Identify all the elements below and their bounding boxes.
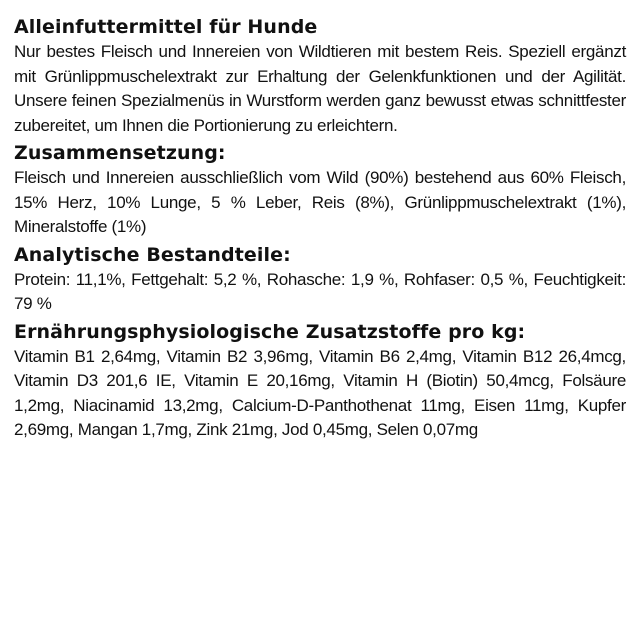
product-description-document	[14, 14, 626, 445]
analytical-constituents-heading: Analytische Bestandteile:	[14, 243, 291, 266]
analytical-constituents-text: Protein: 11,1%, Fettgehalt: 5,2 %, Rohasche: 1,9 %, Rohfaser: 0,5 %, Feuchtigkeit: 79 %	[14, 269, 626, 313]
nutritional-additives-text: Vitamin B1 2,64mg, Vitamin B2 3,96mg, Vitamin B6 2,4mg, Vitamin B12 26,4mcg, Vitamin D3 201,6 IE, Vitamin E 20,16mg, Vitamin H (Biotin) 50,4mcg, Folsäure 1,2mg, Niacinamid 13,2mg, Calcium-D-Panthothenat 11mg, Eisen 11mg, Kupfer 2,69mg, Mangan 1,7mg, Zink 21mg, Jod 0,45mg, Selen 0,07mg	[14, 346, 626, 439]
section-composition	[14, 140, 626, 240]
composition-heading: Zusammensetzung:	[14, 142, 226, 164]
section-analytical-constituents	[14, 242, 626, 317]
section-nutritional-additives	[14, 319, 626, 443]
product-description-text: Nur bestes Fleisch und Innereien von Wildtieren mit bestem Reis. Speziell ergänzt mit Grünlippmuschelextrakt zur Erhaltung der Gelenkfunktionen und der Agilität. Unsere feinen Spezialmenüs in Wurstform werden ganz bewusst etwas schnittfester zubereitet, um Ihnen die Portionierung zu erleichtern.	[14, 42, 626, 135]
composition-text: Fleisch und Innereien ausschließlich vom Wild (90%) bestehend aus 60% Fleisch, 15% Herz, 10% Lunge, 5 % Leber, Reis (8%), Grünlippmuschelextrakt (1%), Mineralstoffe (1%)	[14, 168, 626, 236]
product-type-heading: Alleinfuttermittel für Hunde	[14, 16, 318, 38]
nutritional-additives-heading: Ernährungsphysiologische Zusatzstoffe pro kg:	[14, 320, 526, 343]
section-product-type	[14, 14, 626, 138]
